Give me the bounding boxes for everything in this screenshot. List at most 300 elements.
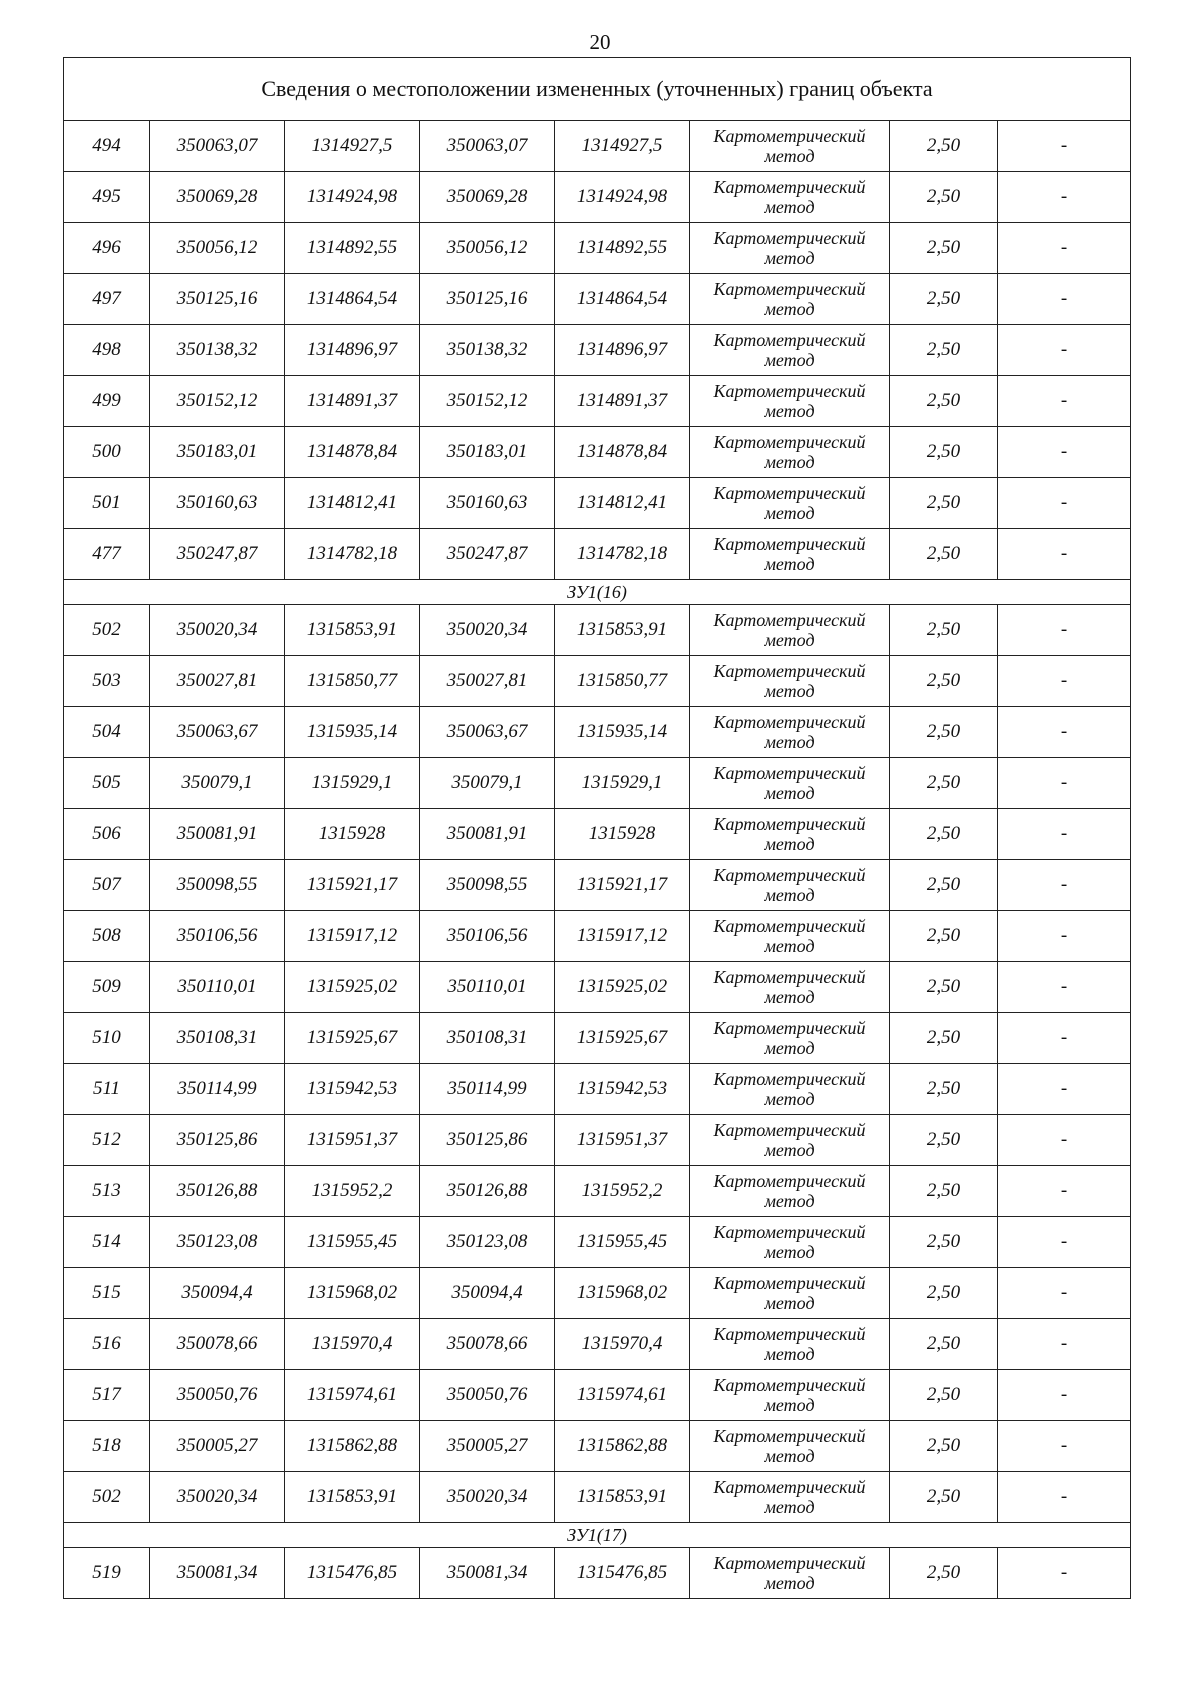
point-id-cell: 495 bbox=[64, 172, 150, 223]
table-row bbox=[64, 478, 1131, 529]
method-line-2: метод bbox=[764, 885, 815, 905]
accuracy-cell: 2,50 bbox=[890, 1166, 998, 1217]
point-id-cell: 496 bbox=[64, 223, 150, 274]
note-cell: - bbox=[998, 172, 1131, 223]
table-row bbox=[64, 1370, 1131, 1421]
existing-x-cell: 350094,4 bbox=[150, 1268, 285, 1319]
existing-x-cell: 350125,86 bbox=[150, 1115, 285, 1166]
refined-x-cell: 350069,28 bbox=[420, 172, 555, 223]
existing-x-cell: 350183,01 bbox=[150, 427, 285, 478]
existing-x-cell: 350138,32 bbox=[150, 325, 285, 376]
method-line-1: Картометрический bbox=[713, 1069, 866, 1089]
existing-x-cell: 350020,34 bbox=[150, 1472, 285, 1523]
accuracy-cell: 2,50 bbox=[890, 1548, 998, 1599]
point-id-cell: 500 bbox=[64, 427, 150, 478]
method-line-1: Картометрический bbox=[713, 1426, 866, 1446]
method-line-2: метод bbox=[764, 197, 815, 217]
existing-y-cell: 1314891,37 bbox=[285, 376, 420, 427]
existing-y-cell: 1315853,91 bbox=[285, 605, 420, 656]
method-line-2: метод bbox=[764, 681, 815, 701]
method-cell bbox=[690, 911, 890, 962]
existing-x-cell: 350005,27 bbox=[150, 1421, 285, 1472]
table-row bbox=[64, 1472, 1131, 1523]
note-cell: - bbox=[998, 860, 1131, 911]
method-line-2: метод bbox=[764, 401, 815, 421]
method-cell bbox=[690, 1013, 890, 1064]
refined-y-cell: 1315928 bbox=[555, 809, 690, 860]
method-line-1: Картометрический bbox=[713, 330, 866, 350]
accuracy-cell: 2,50 bbox=[890, 121, 998, 172]
existing-x-cell: 350069,28 bbox=[150, 172, 285, 223]
note-cell: - bbox=[998, 707, 1131, 758]
point-id-cell: 518 bbox=[64, 1421, 150, 1472]
method-line-2: метод bbox=[764, 554, 815, 574]
existing-x-cell: 350114,99 bbox=[150, 1064, 285, 1115]
accuracy-cell: 2,50 bbox=[890, 274, 998, 325]
accuracy-cell: 2,50 bbox=[890, 1472, 998, 1523]
existing-y-cell: 1314892,55 bbox=[285, 223, 420, 274]
existing-y-cell: 1315970,4 bbox=[285, 1319, 420, 1370]
refined-y-cell: 1315853,91 bbox=[555, 605, 690, 656]
existing-x-cell: 350056,12 bbox=[150, 223, 285, 274]
accuracy-cell: 2,50 bbox=[890, 478, 998, 529]
method-cell bbox=[690, 1472, 890, 1523]
refined-y-cell: 1315942,53 bbox=[555, 1064, 690, 1115]
point-id-cell: 502 bbox=[64, 1472, 150, 1523]
refined-x-cell: 350108,31 bbox=[420, 1013, 555, 1064]
point-id-cell: 497 bbox=[64, 274, 150, 325]
refined-y-cell: 1315862,88 bbox=[555, 1421, 690, 1472]
existing-y-cell: 1315951,37 bbox=[285, 1115, 420, 1166]
refined-x-cell: 350160,63 bbox=[420, 478, 555, 529]
method-line-1: Картометрический bbox=[713, 1171, 866, 1191]
refined-y-cell: 1315929,1 bbox=[555, 758, 690, 809]
method-line-2: метод bbox=[764, 1497, 815, 1517]
table-row bbox=[64, 1064, 1131, 1115]
refined-y-cell: 1315951,37 bbox=[555, 1115, 690, 1166]
refined-x-cell: 350183,01 bbox=[420, 427, 555, 478]
method-line-1: Картометрический bbox=[713, 661, 866, 681]
accuracy-cell: 2,50 bbox=[890, 656, 998, 707]
method-line-2: метод bbox=[764, 1089, 815, 1109]
refined-y-cell: 1315925,02 bbox=[555, 962, 690, 1013]
point-id-cell: 515 bbox=[64, 1268, 150, 1319]
refined-x-cell: 350020,34 bbox=[420, 1472, 555, 1523]
note-cell: - bbox=[998, 1115, 1131, 1166]
method-cell bbox=[690, 656, 890, 707]
method-cell bbox=[690, 478, 890, 529]
method-line-1: Картометрический bbox=[713, 1222, 866, 1242]
method-line-1: Картометрический bbox=[713, 865, 866, 885]
point-id-cell: 499 bbox=[64, 376, 150, 427]
refined-x-cell: 350114,99 bbox=[420, 1064, 555, 1115]
note-cell: - bbox=[998, 911, 1131, 962]
table-row bbox=[64, 758, 1131, 809]
refined-x-cell: 350056,12 bbox=[420, 223, 555, 274]
table-row bbox=[64, 656, 1131, 707]
method-line-2: метод bbox=[764, 936, 815, 956]
point-id-cell: 516 bbox=[64, 1319, 150, 1370]
table-row bbox=[64, 1013, 1131, 1064]
point-id-cell: 506 bbox=[64, 809, 150, 860]
existing-x-cell: 350108,31 bbox=[150, 1013, 285, 1064]
existing-x-cell: 350160,63 bbox=[150, 478, 285, 529]
refined-y-cell: 1314924,98 bbox=[555, 172, 690, 223]
group-label: ЗУ1(17) bbox=[64, 1523, 1131, 1548]
existing-y-cell: 1314896,97 bbox=[285, 325, 420, 376]
method-line-2: метод bbox=[764, 1446, 815, 1466]
existing-y-cell: 1314812,41 bbox=[285, 478, 420, 529]
accuracy-cell: 2,50 bbox=[890, 427, 998, 478]
existing-y-cell: 1315862,88 bbox=[285, 1421, 420, 1472]
refined-y-cell: 1315917,12 bbox=[555, 911, 690, 962]
point-id-cell: 507 bbox=[64, 860, 150, 911]
method-line-2: метод bbox=[764, 452, 815, 472]
method-line-2: метод bbox=[764, 1344, 815, 1364]
point-id-cell: 508 bbox=[64, 911, 150, 962]
method-line-1: Картометрический bbox=[713, 279, 866, 299]
method-cell bbox=[690, 1548, 890, 1599]
refined-y-cell: 1314892,55 bbox=[555, 223, 690, 274]
existing-x-cell: 350063,07 bbox=[150, 121, 285, 172]
existing-y-cell: 1315853,91 bbox=[285, 1472, 420, 1523]
table-row bbox=[64, 1548, 1131, 1599]
table-row bbox=[64, 1166, 1131, 1217]
point-id-cell: 498 bbox=[64, 325, 150, 376]
method-cell bbox=[690, 1217, 890, 1268]
table-title: Сведения о местоположении измененных (уточненных) границ объекта bbox=[64, 58, 1131, 121]
point-id-cell: 477 bbox=[64, 529, 150, 580]
table-row bbox=[64, 1217, 1131, 1268]
point-id-cell: 509 bbox=[64, 962, 150, 1013]
table-row bbox=[64, 605, 1131, 656]
method-line-2: метод bbox=[764, 834, 815, 854]
accuracy-cell: 2,50 bbox=[890, 1115, 998, 1166]
existing-y-cell: 1315942,53 bbox=[285, 1064, 420, 1115]
existing-y-cell: 1315476,85 bbox=[285, 1548, 420, 1599]
method-cell bbox=[690, 1064, 890, 1115]
table-row bbox=[64, 1268, 1131, 1319]
table-row bbox=[64, 529, 1131, 580]
refined-x-cell: 350098,55 bbox=[420, 860, 555, 911]
point-id-cell: 505 bbox=[64, 758, 150, 809]
method-line-2: метод bbox=[764, 1395, 815, 1415]
refined-y-cell: 1314891,37 bbox=[555, 376, 690, 427]
method-line-1: Картометрический bbox=[713, 610, 866, 630]
method-line-1: Картометрический bbox=[713, 177, 866, 197]
existing-y-cell: 1315917,12 bbox=[285, 911, 420, 962]
group-header-row bbox=[64, 580, 1131, 605]
point-id-cell: 494 bbox=[64, 121, 150, 172]
point-id-cell: 502 bbox=[64, 605, 150, 656]
refined-x-cell: 350152,12 bbox=[420, 376, 555, 427]
method-line-1: Картометрический bbox=[713, 1120, 866, 1140]
method-line-1: Картометрический bbox=[713, 916, 866, 936]
refined-x-cell: 350110,01 bbox=[420, 962, 555, 1013]
group-label: ЗУ1(16) bbox=[64, 580, 1131, 605]
existing-y-cell: 1314864,54 bbox=[285, 274, 420, 325]
note-cell: - bbox=[998, 656, 1131, 707]
refined-x-cell: 350081,91 bbox=[420, 809, 555, 860]
table-row bbox=[64, 1421, 1131, 1472]
table-row bbox=[64, 172, 1131, 223]
refined-x-cell: 350247,87 bbox=[420, 529, 555, 580]
existing-y-cell: 1314878,84 bbox=[285, 427, 420, 478]
method-cell bbox=[690, 1319, 890, 1370]
accuracy-cell: 2,50 bbox=[890, 758, 998, 809]
point-id-cell: 511 bbox=[64, 1064, 150, 1115]
refined-y-cell: 1314878,84 bbox=[555, 427, 690, 478]
refined-y-cell: 1315970,4 bbox=[555, 1319, 690, 1370]
point-id-cell: 503 bbox=[64, 656, 150, 707]
existing-x-cell: 350125,16 bbox=[150, 274, 285, 325]
point-id-cell: 501 bbox=[64, 478, 150, 529]
table-row bbox=[64, 274, 1131, 325]
method-line-1: Картометрический bbox=[713, 483, 866, 503]
note-cell: - bbox=[998, 529, 1131, 580]
method-cell bbox=[690, 1115, 890, 1166]
refined-y-cell: 1315476,85 bbox=[555, 1548, 690, 1599]
note-cell: - bbox=[998, 962, 1131, 1013]
note-cell: - bbox=[998, 223, 1131, 274]
method-line-1: Картометрический bbox=[713, 1324, 866, 1344]
method-line-1: Картометрический bbox=[713, 432, 866, 452]
refined-y-cell: 1314896,97 bbox=[555, 325, 690, 376]
method-line-2: метод bbox=[764, 248, 815, 268]
refined-y-cell: 1315925,67 bbox=[555, 1013, 690, 1064]
refined-y-cell: 1315968,02 bbox=[555, 1268, 690, 1319]
refined-y-cell: 1314782,18 bbox=[555, 529, 690, 580]
existing-x-cell: 350247,87 bbox=[150, 529, 285, 580]
note-cell: - bbox=[998, 1166, 1131, 1217]
existing-x-cell: 350123,08 bbox=[150, 1217, 285, 1268]
note-cell: - bbox=[998, 1472, 1131, 1523]
refined-x-cell: 350123,08 bbox=[420, 1217, 555, 1268]
refined-x-cell: 350063,67 bbox=[420, 707, 555, 758]
table-row bbox=[64, 911, 1131, 962]
table-row bbox=[64, 707, 1131, 758]
refined-y-cell: 1315952,2 bbox=[555, 1166, 690, 1217]
method-line-1: Картометрический bbox=[713, 1375, 866, 1395]
method-line-2: метод bbox=[764, 1140, 815, 1160]
method-line-1: Картометрический bbox=[713, 126, 866, 146]
method-line-2: метод bbox=[764, 1573, 815, 1593]
accuracy-cell: 2,50 bbox=[890, 529, 998, 580]
existing-y-cell: 1315925,02 bbox=[285, 962, 420, 1013]
method-cell bbox=[690, 172, 890, 223]
point-id-cell: 513 bbox=[64, 1166, 150, 1217]
existing-x-cell: 350063,67 bbox=[150, 707, 285, 758]
accuracy-cell: 2,50 bbox=[890, 911, 998, 962]
refined-x-cell: 350063,07 bbox=[420, 121, 555, 172]
table-row bbox=[64, 121, 1131, 172]
note-cell: - bbox=[998, 1013, 1131, 1064]
accuracy-cell: 2,50 bbox=[890, 860, 998, 911]
existing-x-cell: 350152,12 bbox=[150, 376, 285, 427]
note-cell: - bbox=[998, 274, 1131, 325]
accuracy-cell: 2,50 bbox=[890, 707, 998, 758]
refined-y-cell: 1315974,61 bbox=[555, 1370, 690, 1421]
method-line-2: метод bbox=[764, 732, 815, 752]
point-id-cell: 517 bbox=[64, 1370, 150, 1421]
method-line-1: Картометрический bbox=[713, 228, 866, 248]
method-cell bbox=[690, 274, 890, 325]
note-cell: - bbox=[998, 325, 1131, 376]
existing-y-cell: 1314927,5 bbox=[285, 121, 420, 172]
point-id-cell: 519 bbox=[64, 1548, 150, 1599]
method-cell bbox=[690, 1370, 890, 1421]
note-cell: - bbox=[998, 605, 1131, 656]
existing-x-cell: 350079,1 bbox=[150, 758, 285, 809]
method-cell bbox=[690, 1166, 890, 1217]
existing-x-cell: 350126,88 bbox=[150, 1166, 285, 1217]
note-cell: - bbox=[998, 1064, 1131, 1115]
refined-x-cell: 350138,32 bbox=[420, 325, 555, 376]
point-id-cell: 512 bbox=[64, 1115, 150, 1166]
existing-x-cell: 350027,81 bbox=[150, 656, 285, 707]
accuracy-cell: 2,50 bbox=[890, 172, 998, 223]
refined-x-cell: 350020,34 bbox=[420, 605, 555, 656]
accuracy-cell: 2,50 bbox=[890, 1217, 998, 1268]
existing-y-cell: 1315929,1 bbox=[285, 758, 420, 809]
note-cell: - bbox=[998, 809, 1131, 860]
accuracy-cell: 2,50 bbox=[890, 809, 998, 860]
table-title-row bbox=[64, 58, 1131, 121]
existing-x-cell: 350050,76 bbox=[150, 1370, 285, 1421]
existing-x-cell: 350106,56 bbox=[150, 911, 285, 962]
existing-y-cell: 1315935,14 bbox=[285, 707, 420, 758]
method-line-1: Картометрический bbox=[713, 1273, 866, 1293]
refined-y-cell: 1315955,45 bbox=[555, 1217, 690, 1268]
refined-x-cell: 350125,16 bbox=[420, 274, 555, 325]
method-cell bbox=[690, 707, 890, 758]
accuracy-cell: 2,50 bbox=[890, 376, 998, 427]
refined-x-cell: 350126,88 bbox=[420, 1166, 555, 1217]
accuracy-cell: 2,50 bbox=[890, 1268, 998, 1319]
method-line-2: метод bbox=[764, 1242, 815, 1262]
existing-y-cell: 1314924,98 bbox=[285, 172, 420, 223]
page-number: 20 bbox=[589, 30, 611, 54]
existing-y-cell: 1315968,02 bbox=[285, 1268, 420, 1319]
refined-x-cell: 350078,66 bbox=[420, 1319, 555, 1370]
existing-y-cell: 1315974,61 bbox=[285, 1370, 420, 1421]
method-line-2: метод bbox=[764, 146, 815, 166]
point-id-cell: 504 bbox=[64, 707, 150, 758]
note-cell: - bbox=[998, 1217, 1131, 1268]
note-cell: - bbox=[998, 1548, 1131, 1599]
existing-y-cell: 1315921,17 bbox=[285, 860, 420, 911]
existing-x-cell: 350081,34 bbox=[150, 1548, 285, 1599]
method-line-1: Картометрический bbox=[713, 814, 866, 834]
method-line-2: метод bbox=[764, 630, 815, 650]
accuracy-cell: 2,50 bbox=[890, 1319, 998, 1370]
refined-x-cell: 350094,4 bbox=[420, 1268, 555, 1319]
accuracy-cell: 2,50 bbox=[890, 223, 998, 274]
table-row bbox=[64, 1115, 1131, 1166]
method-cell bbox=[690, 1268, 890, 1319]
table-row bbox=[64, 223, 1131, 274]
refined-y-cell: 1315853,91 bbox=[555, 1472, 690, 1523]
method-line-2: метод bbox=[764, 1038, 815, 1058]
note-cell: - bbox=[998, 1421, 1131, 1472]
existing-x-cell: 350081,91 bbox=[150, 809, 285, 860]
method-line-1: Картометрический bbox=[713, 381, 866, 401]
method-line-2: метод bbox=[764, 503, 815, 523]
refined-y-cell: 1315935,14 bbox=[555, 707, 690, 758]
accuracy-cell: 2,50 bbox=[890, 1013, 998, 1064]
refined-y-cell: 1314864,54 bbox=[555, 274, 690, 325]
refined-y-cell: 1314812,41 bbox=[555, 478, 690, 529]
refined-y-cell: 1315850,77 bbox=[555, 656, 690, 707]
existing-x-cell: 350098,55 bbox=[150, 860, 285, 911]
method-line-1: Картометрический bbox=[713, 763, 866, 783]
existing-y-cell: 1314782,18 bbox=[285, 529, 420, 580]
refined-x-cell: 350106,56 bbox=[420, 911, 555, 962]
method-line-1: Картометрический bbox=[713, 967, 866, 987]
existing-y-cell: 1315952,2 bbox=[285, 1166, 420, 1217]
method-line-2: метод bbox=[764, 1293, 815, 1313]
note-cell: - bbox=[998, 478, 1131, 529]
existing-x-cell: 350110,01 bbox=[150, 962, 285, 1013]
method-line-2: метод bbox=[764, 299, 815, 319]
table-row bbox=[64, 376, 1131, 427]
refined-x-cell: 350125,86 bbox=[420, 1115, 555, 1166]
group-header-row bbox=[64, 1523, 1131, 1548]
existing-x-cell: 350020,34 bbox=[150, 605, 285, 656]
refined-x-cell: 350050,76 bbox=[420, 1370, 555, 1421]
method-line-1: Картометрический bbox=[713, 712, 866, 732]
method-cell bbox=[690, 809, 890, 860]
note-cell: - bbox=[998, 1370, 1131, 1421]
method-line-1: Картометрический bbox=[713, 534, 866, 554]
existing-y-cell: 1315928 bbox=[285, 809, 420, 860]
method-line-2: метод bbox=[764, 987, 815, 1007]
method-line-2: метод bbox=[764, 1191, 815, 1211]
refined-x-cell: 350079,1 bbox=[420, 758, 555, 809]
table-row bbox=[64, 962, 1131, 1013]
existing-y-cell: 1315925,67 bbox=[285, 1013, 420, 1064]
method-cell bbox=[690, 427, 890, 478]
method-cell bbox=[690, 605, 890, 656]
note-cell: - bbox=[998, 1319, 1131, 1370]
existing-y-cell: 1315955,45 bbox=[285, 1217, 420, 1268]
accuracy-cell: 2,50 bbox=[890, 1421, 998, 1472]
method-cell bbox=[690, 758, 890, 809]
existing-x-cell: 350078,66 bbox=[150, 1319, 285, 1370]
accuracy-cell: 2,50 bbox=[890, 962, 998, 1013]
refined-x-cell: 350005,27 bbox=[420, 1421, 555, 1472]
table-row bbox=[64, 860, 1131, 911]
method-cell bbox=[690, 962, 890, 1013]
table-row bbox=[64, 1319, 1131, 1370]
accuracy-cell: 2,50 bbox=[890, 605, 998, 656]
method-cell bbox=[690, 860, 890, 911]
method-line-1: Картометрический bbox=[713, 1553, 866, 1573]
existing-y-cell: 1315850,77 bbox=[285, 656, 420, 707]
method-cell bbox=[690, 121, 890, 172]
method-line-1: Картометрический bbox=[713, 1477, 866, 1497]
table-row bbox=[64, 809, 1131, 860]
point-id-cell: 514 bbox=[64, 1217, 150, 1268]
accuracy-cell: 2,50 bbox=[890, 1370, 998, 1421]
accuracy-cell: 2,50 bbox=[890, 325, 998, 376]
note-cell: - bbox=[998, 427, 1131, 478]
table-row bbox=[64, 427, 1131, 478]
table-row bbox=[64, 325, 1131, 376]
note-cell: - bbox=[998, 1268, 1131, 1319]
method-cell bbox=[690, 376, 890, 427]
note-cell: - bbox=[998, 376, 1131, 427]
